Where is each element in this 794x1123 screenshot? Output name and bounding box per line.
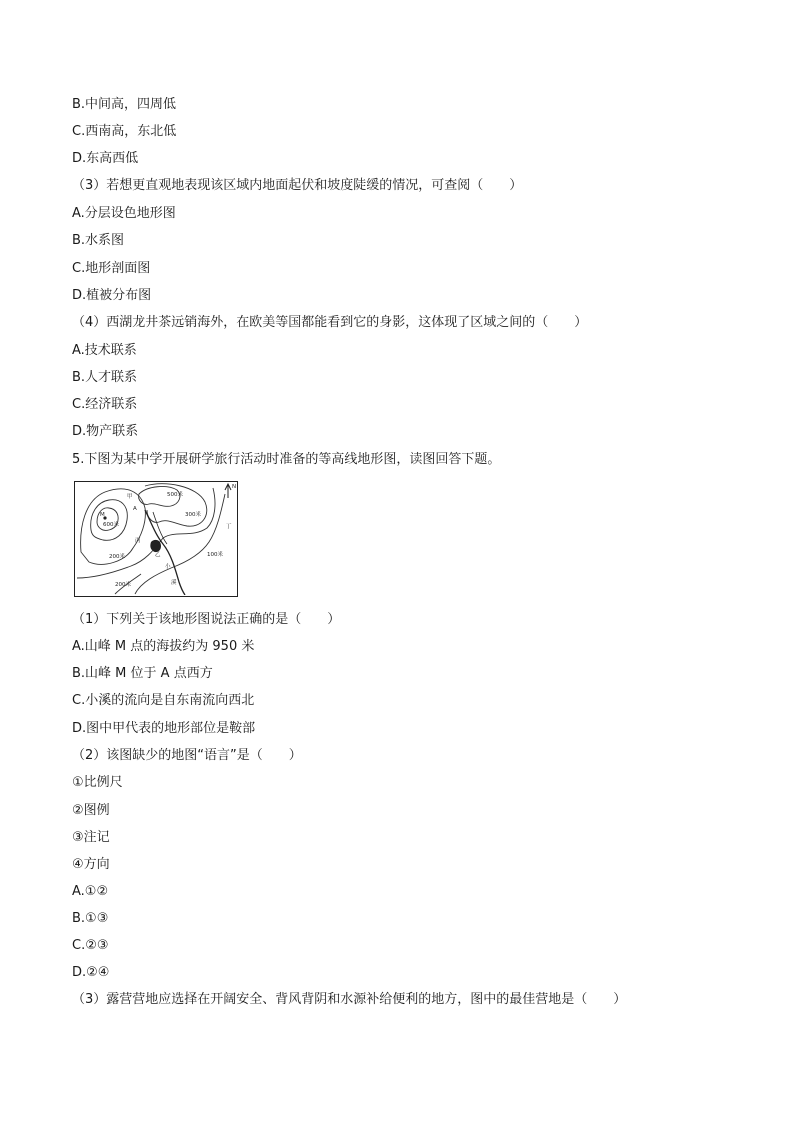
option-d-q2: D.东高西低 [72, 151, 139, 166]
label-m: M [100, 512, 105, 518]
contour-100 [135, 494, 225, 594]
label-100: 100米 [207, 552, 223, 558]
option-d-q4: D.物产联系 [72, 424, 139, 439]
contour-map-drawing [75, 482, 236, 595]
item-annotation: ③注记 [72, 830, 110, 845]
option-b-q3: B.水系图 [72, 233, 125, 248]
label-north: N [232, 484, 236, 490]
contour-500-peak [91, 500, 128, 541]
option-b-q2: B.中间高，四周低 [72, 97, 177, 112]
label-200-b: 200米 [115, 582, 131, 588]
question-4: （4）西湖龙井茶远销海外，在欧美等国都能看到它的身影，这体现了区域之间的（ ） [72, 315, 588, 330]
dark-patch [150, 540, 161, 552]
contour-300-east [145, 484, 207, 527]
question-5-2: （2）该图缺少的地图“语言”是（ ） [72, 748, 302, 763]
option-c-5-1: C.小溪的流向是自东南流向西北 [72, 693, 255, 708]
label-500: 500米 [167, 492, 183, 498]
contour-map-figure [74, 481, 238, 597]
question-5-intro: 5.下图为某中学开展研学旅行活动时准备的等高线地形图，读图回答下题。 [72, 452, 501, 467]
label-yi: 乙 [155, 552, 161, 558]
option-d-q3: D.植被分布图 [72, 288, 152, 303]
item-legend: ②图例 [72, 803, 110, 818]
option-c-q4: C.经济联系 [72, 397, 138, 412]
option-d-5-2: D.②④ [72, 965, 110, 980]
option-a-5-1: A.山峰 M 点的海拔约为 950 米 [72, 639, 255, 654]
option-b-q4: B.人才联系 [72, 370, 138, 385]
north-arrow-icon [225, 484, 231, 498]
label-bing: 丙 [135, 538, 141, 544]
item-direction: ④方向 [72, 857, 110, 872]
option-c-5-2: C.②③ [72, 938, 109, 953]
option-b-5-2: B.①③ [72, 911, 109, 926]
label-xiao: 小 [165, 564, 171, 570]
option-d-5-1: D.图中甲代表的地形部位是鞍部 [72, 721, 256, 736]
label-jia: 甲 [127, 494, 133, 500]
label-a: A [133, 506, 137, 512]
option-c-q3: C.地形剖面图 [72, 261, 151, 276]
option-a-5-2: A.①② [72, 884, 109, 899]
label-xi: 溪 [171, 580, 177, 586]
label-300: 300米 [185, 512, 201, 518]
label-600: 600米 [103, 522, 119, 528]
question-3: （3）若想更直观地表现该区域内地面起伏和坡度陡缓的情况，可查阅（ ） [72, 178, 523, 193]
question-5-3: （3）露营营地应选择在开阔安全、背风背阴和水源补给便利的地方，图中的最佳营地是（ ） [72, 992, 627, 1007]
option-a-q3: A.分层设色地形图 [72, 206, 176, 221]
question-5-1: （1）下列关于该地形图说法正确的是（ ） [72, 612, 341, 627]
label-ding: 丁 [226, 524, 232, 530]
option-a-q4: A.技术联系 [72, 343, 137, 358]
item-scale: ①比例尺 [72, 775, 123, 790]
option-c-q2: C.西南高，东北低 [72, 124, 177, 139]
label-200-a: 200米 [109, 554, 125, 560]
option-b-5-1: B.山峰 M 位于 A 点西方 [72, 666, 213, 681]
